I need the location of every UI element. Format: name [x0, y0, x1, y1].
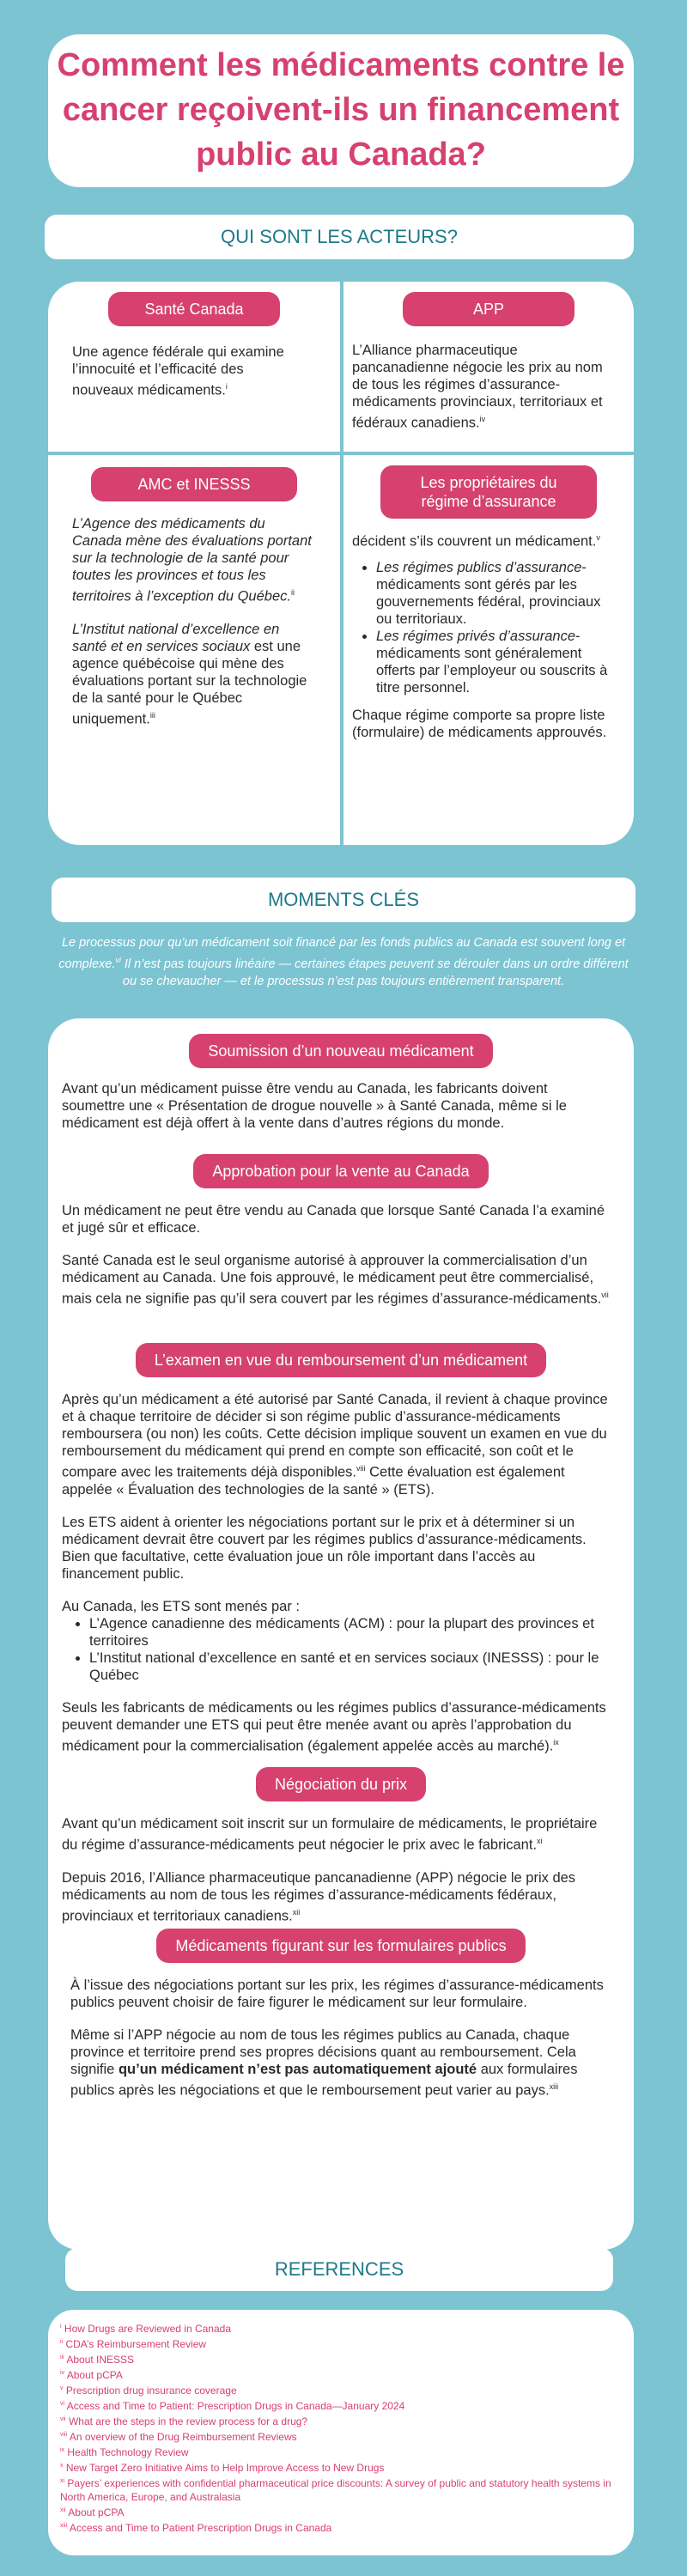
reference-item[interactable]: $^i$ How Drugs are Reviewed in Canada — [60, 2323, 232, 2335]
references-card — [48, 2310, 634, 2555]
step-label-approbation: Approbation pour la vente au Canada — [193, 1154, 488, 1188]
reference-item[interactable]: $^{xiii}$ Access and Time to Patient Prescription Drugs in Canada — [60, 2522, 332, 2534]
step-text-soumission: Avant qu’un médicament puisse être vendu au Canada, les fabricants doivent soumettre une « Présentation de drogue nouvelle » à Santé Canada, même si le médicament est déjà offert à la vente dans d’autres régions du monde. — [62, 1081, 567, 1131]
references-list — [48, 2310, 634, 2545]
actor-proprietaires — [344, 455, 634, 845]
step-label-soumission: Soumission d’un nouveau médicament — [189, 1034, 492, 1068]
step-label-examen: L’examen en vue du remboursement d’un médicament — [136, 1343, 546, 1377]
reference-item[interactable]: $^{ix}$ Health Technology Review — [60, 2446, 189, 2458]
moments-intro-text: Le processus pour qu’un médicament soit financé par les fonds publics au Canada est souvent long et complexe.$^{vi}$ Il n’est pas toujours linéaire — certaines étapes peuvent se dérouler dans un ordre différent ou se chevaucher — et le processus n’est pas toujours entièrement transparent. — [58, 936, 629, 988]
list-item: • Les régimes privés d’assurance-médicaments sont généralement offerts par l’employeur ou souscrits à titre personnel. — [376, 628, 615, 696]
actor-text-amc: L’Agence des médicaments du Canada mène des évaluations portant sur la technologie de la santé pour toutes les provinces et tous les territoires à l’exception du Québec.$^{ii}$ — [72, 516, 312, 605]
moments-card — [48, 1018, 634, 2250]
actor-text-sante-canada: Une agence fédérale qui examine l’innocuité et l’efficacité des nouveaux médicaments.$^i$ — [72, 344, 284, 398]
page-title: Comment les médicaments contre le cancer reçoivent-ils un financement public au Canada? — [57, 47, 625, 173]
reference-item[interactable]: $^{iii}$ About INESSS — [60, 2354, 135, 2366]
moments-section-header: MOMENTS CLÉS — [52, 878, 635, 922]
reference-item[interactable]: $^{xii}$ About pCPA — [60, 2506, 125, 2518]
references-section-header: REFERENCES — [65, 2248, 613, 2291]
step-label-formulaires: Médicaments figurant sur les formulaires publics — [156, 1929, 525, 1963]
actor-label-amc-inesss: AMC et INESSS — [91, 467, 297, 501]
title-card — [48, 34, 634, 187]
reference-item[interactable]: $^{vi}$ Access and Time to Patient: Prescription Drugs in Canada—January 2024 — [60, 2400, 405, 2412]
actor-label-app: APP — [403, 292, 575, 326]
plan-types-list — [352, 559, 615, 696]
list-item: • L’Institut national d’excellence en santé et en services sociaux (INESSS) : pour le Québec — [89, 1649, 611, 1684]
actor-sante-canada — [48, 282, 340, 452]
step-text-approbation: Un médicament ne peut être vendu au Canada que lorsque Santé Canada l’a examiné et jugé sûr et efficace. Santé Canada est le seul organisme autorisé à approuver la commercialisation d’un médicament au Canada. Une fois approuvé, le médicament peut être commercialisé, mais cela ne signifie pas qu’il sera couvert par les régimes d’assurance-médicaments.$^{vii}$ — [62, 1203, 609, 1307]
list-item: • L’Agence canadienne des médicaments (ACM) : pour la plupart des provinces et territoires — [89, 1615, 611, 1649]
reference-item[interactable]: $^v$ Prescription drug insurance coverage — [60, 2385, 237, 2397]
reference-item[interactable]: $^{xi}$ Payers’ experiences with confidential pharmaceutical price discounts: A survey of public and statutory health systems in North America, Europe, and Australasia — [60, 2477, 611, 2503]
step-header-soumission — [48, 1034, 634, 1068]
step-header-negociation — [48, 1767, 634, 1801]
reference-item[interactable]: $^{vii}$ What are the steps in the review process for a drug? — [60, 2415, 308, 2427]
list-item: • Les régimes publics d’assurance-médicaments sont gérés par les gouvernements fédéral, provinciaux ou territoriaux. — [376, 559, 615, 628]
actor-amc-inesss — [48, 455, 340, 845]
step-header-examen — [48, 1343, 634, 1377]
actor-text-inesss: L’Institut national d’excellence en santé et en services sociaux est une agence québécoise qui mène des évaluations portant sur la technologie de la santé pour le Québec uniquement.$^{iii}$ — [72, 621, 307, 726]
actor-label-proprietaires: Les propriétaires du régime d’assurance — [380, 465, 597, 519]
actors-card — [48, 282, 634, 845]
actor-label-sante-canada: Santé Canada — [108, 292, 280, 326]
reference-item[interactable]: $^{viii}$ An overview of the Drug Reimbursement Reviews — [60, 2431, 297, 2443]
step-text-formulaires: À l’issue des négociations portant sur les prix, les régimes d’assurance-médicaments publics peuvent choisir de faire figurer le médicament sur leur formulaire. Même si l’APP négocie au nom de tous les régimes publics au Canada, chaque province et territoire prend ses propres décisions quant au remboursement. Cela signifie qu’un médicament n’est pas automatiquement ajouté aux formulaires publics après les négociations et que le remboursement peut varier au pays.$^{xiii}$ — [70, 1978, 604, 2099]
reference-item[interactable]: $^{iv}$ About pCPA — [60, 2369, 123, 2381]
step-text-examen: Après qu’un médicament a été autorisé par Santé Canada, il revient à chaque province et à chaque territoire de décider si son régime public d’assurance-médicaments remboursera (ou non) les coûts. Cette décision implique souvent un examen en vue du remboursement du médicament qui prend en compte son efficacité, son coût et le compare avec les traitements déjà disponibles.$^{viii}$ Cette évaluation est également appelée « Évaluation des technologies de la santé » (ETS). Les ETS aident à orienter les négociations portant sur le prix et à déterminer si un médicament devrait être couvert par les régimes publics d’assurance-médicaments. Bien que facultative, cette évaluation joue un rôle important dans l’accès au financement public. Au Canada, les ETS sont menés par : • L’Agence canadienne des médicaments (ACM) : pour la plupart des provinces et territoires • L’Institut national d’excellence en santé et en services sociaux (INESSS) : pour le Québec Seuls les fabricants de médicaments ou les régimes publics d’assurance-médicaments peuvent demander une ETS qui peut être menée avant ou après l’approbation du médicament pour la commercialisation (également appelée accès au marché).$^{ix}$ — [62, 1391, 611, 1754]
hta-bodies-list — [62, 1615, 611, 1684]
step-header-formulaires — [48, 1929, 634, 1963]
actors-section-header: QUI SONT LES ACTEURS? — [45, 215, 634, 259]
reference-item[interactable]: $^x$ New Target Zero Initiative Aims to Help Improve Access to New Drugs — [60, 2462, 385, 2474]
actor-text-app: L’Alliance pharmaceutique pancanadienne négocie les prix au nom de tous les régimes d’assurance-médicaments provinciaux, territoriaux et fédéraux canadiens.$^{iv}$ — [352, 343, 603, 431]
actor-text-proprietaires-outro: Chaque régime comporte sa propre liste (formulaire) de médicaments approuvés. — [352, 707, 607, 740]
actor-app — [344, 282, 634, 452]
reference-item[interactable]: $^{ii}$ CDA’s Reimbursement Review — [60, 2338, 207, 2350]
step-label-negociation: Négociation du prix — [256, 1767, 426, 1801]
actor-text-proprietaires-intro: décident s’ils couvrent un médicament.$^v$ — [352, 533, 600, 550]
step-text-negociation: Avant qu’un médicament soit inscrit sur un formulaire de médicaments, le propriétaire du régime d’assurance-médicaments peut négocier le prix avec le fabricant.$^{xi}$ Depuis 2016, l’Alliance pharmaceutique pancanadienne (APP) négocie le prix des médicaments au nom de tous les régimes d’assurance-médicaments fédéraux, provinciaux et territoriaux canadiens.$^{xii}$ — [62, 1816, 598, 1923]
step-header-approbation — [48, 1154, 634, 1188]
